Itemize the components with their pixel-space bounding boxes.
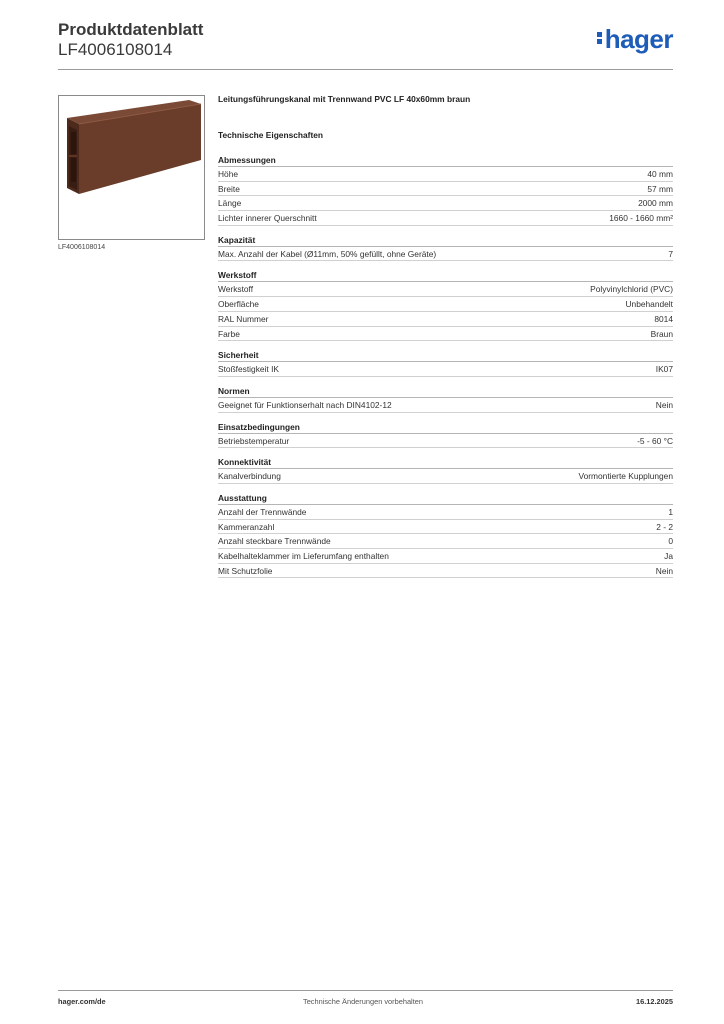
logo-text: hager [604,24,673,54]
property-row [218,282,673,297]
group-title: Werkstoff [218,270,673,282]
property-label: Höhe [218,169,239,179]
group-title: Ausstattung [218,493,673,505]
property-label: Länge [218,198,242,209]
property-groups [218,155,673,578]
hager-logo [597,24,673,55]
header-divider [58,69,673,70]
property-row [218,196,673,211]
property-value: 2000 mm [638,198,673,209]
property-value: 8014 [654,313,673,324]
image-caption: LF4006108014 [58,244,106,251]
property-label: Mit Schutzfolie [218,565,273,576]
property-label: Max. Anzahl der Kabel (Ø11mm, 50% gefüllt, ohne Geräte) [218,248,437,259]
footer-divider [58,990,673,991]
property-row [218,312,673,327]
property-value: -5 - 60 °C [637,435,673,446]
property-value: 7 [668,248,673,259]
document-title: Produktdatenblatt [58,20,204,39]
group-title: Abmessungen [218,155,673,167]
property-label: Anzahl steckbare Trennwände [218,536,331,547]
property-row [218,520,673,535]
product-image [58,95,205,240]
property-label: Oberfläche [218,299,259,310]
property-label: Lichter innerer Querschnitt [218,213,317,224]
footer-website[interactable]: hager.com/de [58,997,106,1006]
property-value: 1 [668,506,673,517]
cable-duct-product-photo-icon [59,96,204,239]
property-row [218,211,673,226]
footer-date: 16.12.2025 [636,997,673,1006]
property-label: RAL Nummer [218,313,269,324]
property-value: IK07 [655,364,673,375]
property-row [218,398,673,413]
property-row [218,327,673,342]
property-group [218,350,673,377]
property-group [218,422,673,449]
property-row [218,247,673,262]
property-group [218,457,673,484]
property-value: Ja [664,551,673,561]
property-row [218,182,673,197]
property-label: Werkstoff [218,284,254,295]
property-label: Breite [218,183,240,194]
property-row [218,549,673,564]
page-header [58,20,673,65]
property-value: Vormontierte Kupplungen [578,471,673,482]
property-value: 40 mm [647,169,673,179]
property-group [218,493,673,578]
article-number: LF4006108014 [58,40,173,59]
group-title: Normen [218,386,673,398]
logo-dots-icon [597,30,603,46]
property-row [218,434,673,449]
property-value: 1660 - 1660 mm² [609,213,673,224]
property-label: Stoßfestigkeit IK [218,364,279,375]
property-group [218,155,673,226]
footer-disclaimer: Technische Änderungen vorbehalten [303,997,423,1006]
property-value: 0 [668,536,673,547]
technical-properties-title: Technische Eigenschaften [218,130,324,140]
property-group [218,270,673,341]
property-value: 2 - 2 [656,521,673,532]
property-row [218,469,673,484]
property-row [218,297,673,312]
property-label: Farbe [218,328,240,339]
property-value: Polyvinylchlorid (PVC) [590,284,673,295]
property-row [218,362,673,377]
property-row [218,564,673,579]
group-title: Konnektivität [218,457,673,469]
property-label: Kammeranzahl [218,521,275,532]
datasheet-content [218,94,673,587]
property-label: Kabelhalteklammer im Lieferumfang enthalten [218,551,389,561]
property-label: Anzahl der Trennwände [218,506,307,517]
property-group [218,235,673,262]
property-row [218,505,673,520]
property-label: Kanalverbindung [218,471,281,482]
property-value: Nein [655,565,673,576]
property-value: Braun [650,328,673,339]
group-title: Sicherheit [218,350,673,362]
property-value: Unbehandelt [625,299,673,310]
product-name: Leitungsführungskanal mit Trennwand PVC LF 40x60mm braun [218,94,471,104]
property-row [218,534,673,549]
property-label: Geeignet für Funktionserhalt nach DIN4102-12 [218,399,392,410]
property-label: Betriebstemperatur [218,435,290,446]
property-group [218,386,673,413]
property-value: Nein [655,399,673,410]
group-title: Kapazität [218,235,673,247]
property-value: 57 mm [647,183,673,194]
group-title: Einsatzbedingungen [218,422,673,434]
property-row [218,167,673,182]
